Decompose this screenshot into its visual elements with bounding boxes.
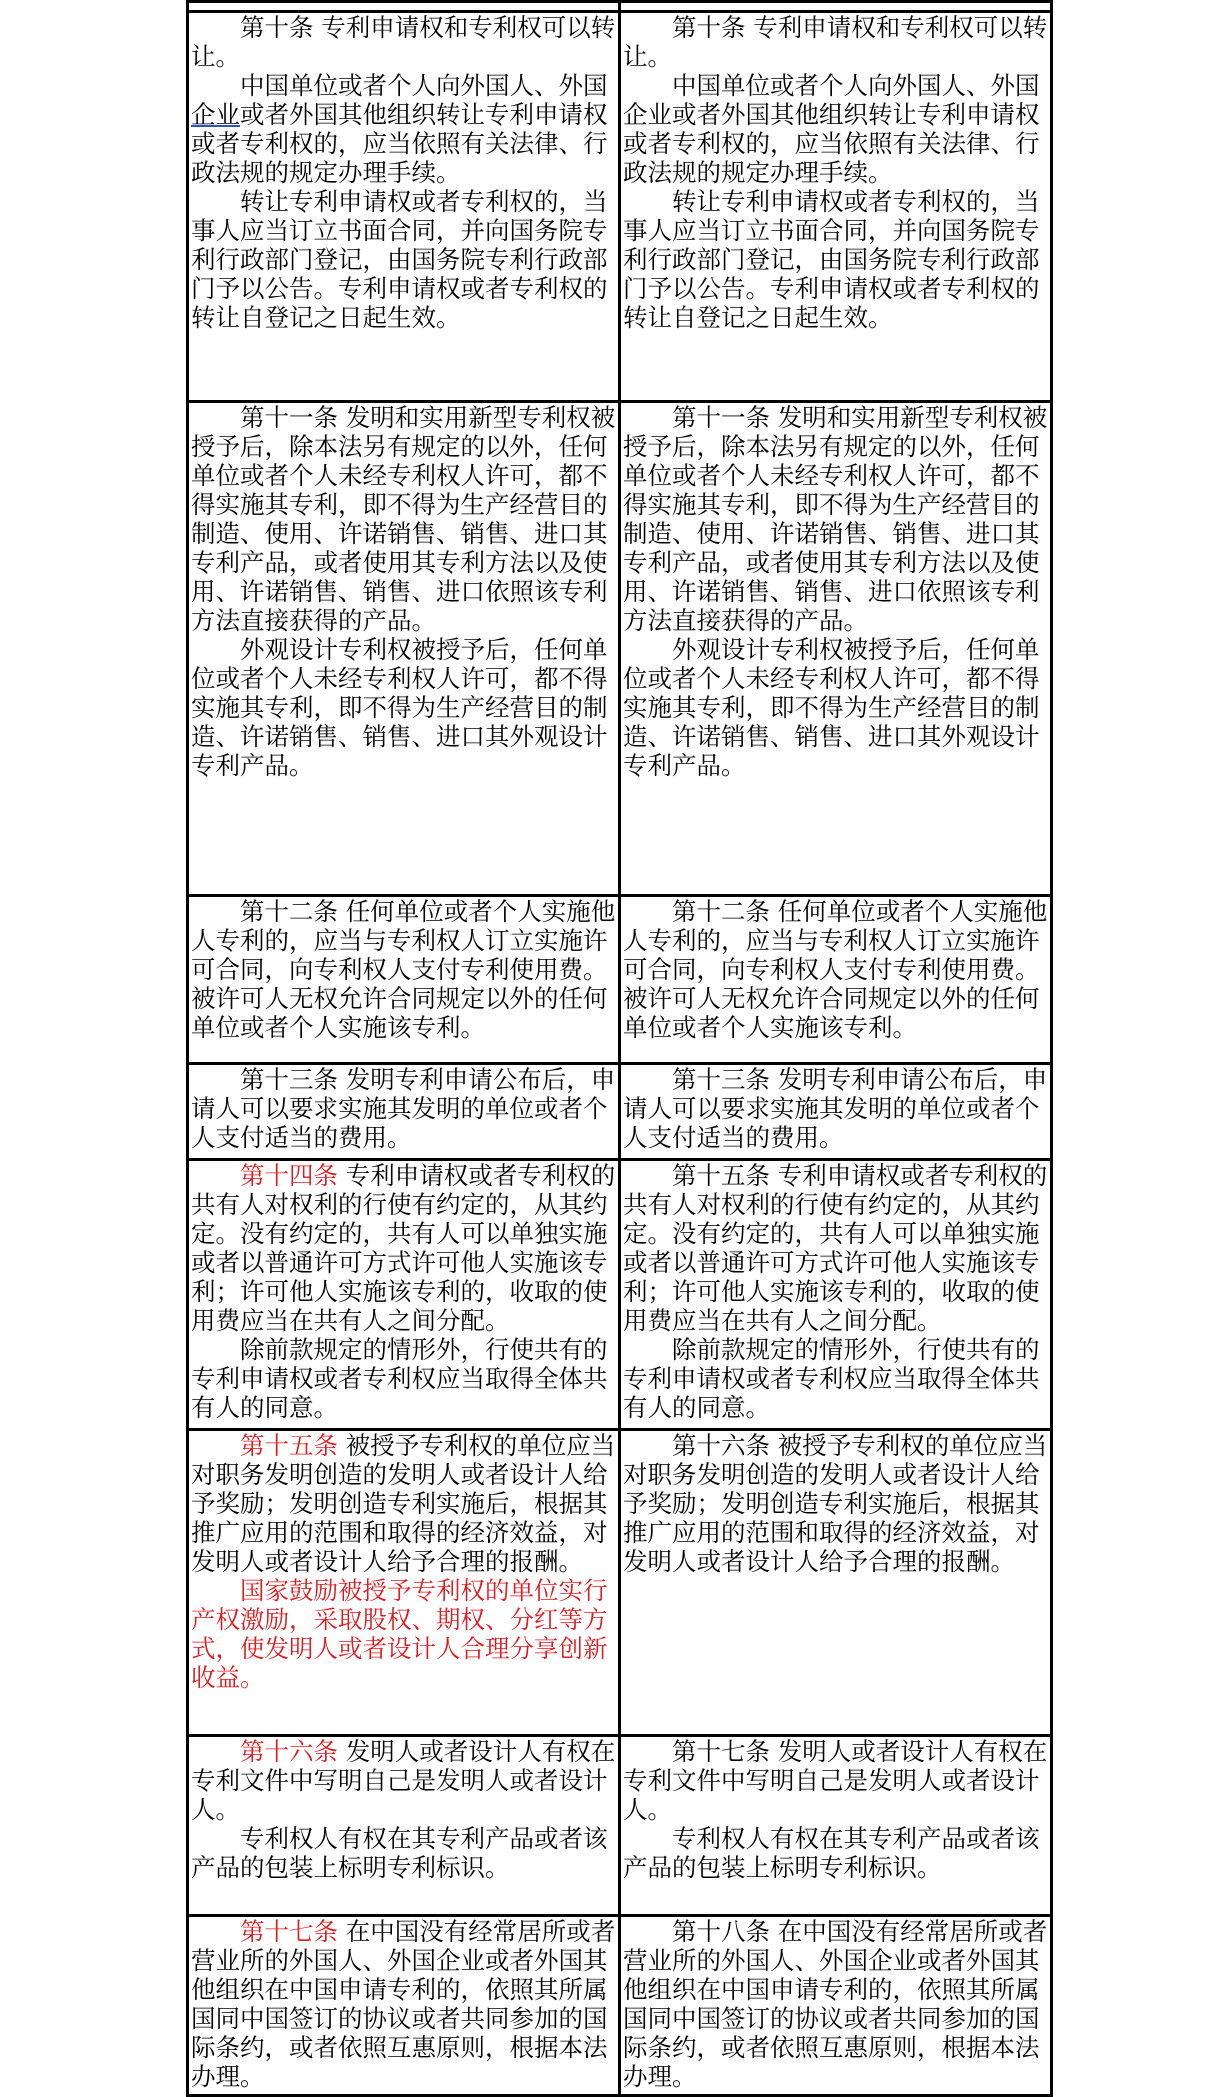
article-paragraph [623,1065,1048,1152]
article-paragraph [623,897,1048,1042]
article-text: 第十三条 发明专利申请公布后，申请人可以要求实施其发明的单位或者个人支付适当的费用。 [623,1065,1048,1152]
article-paragraph [623,187,1048,332]
article-text: 专利申请权或者专利权的共有人对权利的行使有约定的，从其约定。没有约定的，共有人可以单独实施或者以普通许可方式许可他人实施该专利；许可他人实施该专利的，收取的使用费应当在共有人之间分配。 [191,1161,616,1335]
article-paragraph [191,1576,616,1692]
article-paragraph [623,1824,1048,1882]
article-paragraph [191,1737,616,1824]
article-row [188,1736,1052,1916]
comparison-table-body [188,2,1052,2096]
amended-text: 第十六条 [240,1737,338,1766]
amended-text: 第十四条 [240,1161,338,1190]
draft-text-cell [188,1430,620,1736]
article-paragraph [623,1335,1048,1422]
amended-text: 国家鼓励被授予专利权的单位实行产权激励，采取股权、期权、分红等方式，使发明人或者设计人合理分享创新收益。 [191,1576,608,1692]
article-paragraph [623,403,1048,635]
article-text: 专利权人有权在其专利产品或者该产品的包装上标明专利标识。 [191,1824,608,1882]
article-paragraph [191,71,616,187]
article-row [188,12,1052,402]
article-text: 或者外国其他组织转让专利申请权或者专利权的，应当依照有关法律、行政法规的规定办理手续。 [191,100,608,187]
article-paragraph [191,1065,616,1152]
cut-off-cell-left [188,2,620,12]
article-text: 第十条 专利申请权和专利权可以转让。 [191,13,616,71]
article-paragraph [191,1431,616,1576]
article-text: 第十二条 任何单位或者个人实施他人专利的，应当与专利权人订立实施许可合同，向专利权人支付专利使用费。被许可人无权允许合同规定以外的任何单位或者个人实施该专利。 [623,897,1048,1042]
article-text: 第十一条 发明和实用新型专利权被授予后，除本法另有规定的以外，任何单位或者个人未经专利权人许可，都不得实施其专利，即不得为生产经营目的制造、使用、许诺销售、销售、进口其专利产品，或者使用其专利方法以及使用、许诺销售、销售、进口依照该专利方法直接获得的产品。 [623,403,1048,635]
article-paragraph [191,1824,616,1882]
article-text: 第十三条 发明专利申请公布后，申请人可以要求实施其发明的单位或者个人支付适当的费用。 [191,1065,616,1152]
article-text: 第十二条 任何单位或者个人实施他人专利的，应当与专利权人订立实施许可合同，向专利权人支付专利使用费。被许可人无权允许合同规定以外的任何单位或者个人实施该专利。 [191,897,616,1042]
article-text: 外观设计专利权被授予后，任何单位或者个人未经专利权人许可，都不得实施其专利，即不得为生产经营目的制造、许诺销售、销售、进口其外观设计专利产品。 [623,635,1040,780]
article-text: 除前款规定的情形外，行使共有的专利申请权或者专利权应当取得全体共有人的同意。 [623,1335,1040,1422]
article-paragraph [191,897,616,1042]
article-text: 第十一条 发明和实用新型专利权被授予后，除本法另有规定的以外，任何单位或者个人未经专利权人许可，都不得实施其专利，即不得为生产经营目的制造、使用、许诺销售、销售、进口其专利产品，或者使用其专利方法以及使用、许诺销售、销售、进口依照该专利方法直接获得的产品。 [191,403,616,635]
current-text-cell [620,896,1052,1064]
article-text: 第十条 专利申请权和专利权可以转让。 [623,13,1048,71]
article-row [188,896,1052,1064]
article-paragraph [191,403,616,635]
article-text: 第十六条 被授予专利权的单位应当对职务发明创造的发明人或者设计人给予奖励；发明创造专利实施后，根据其推广应用的范围和取得的经济效益，对发明人或者设计人给予合理的报酬。 [623,1431,1048,1576]
article-row [188,1160,1052,1430]
draft-text-cell [188,12,620,402]
current-text-cell [620,1916,1052,2096]
article-text: 除前款规定的情形外，行使共有的专利申请权或者专利权应当取得全体共有人的同意。 [191,1335,608,1422]
amended-text: 第十七条 [240,1917,338,1946]
cut-off-top-row [188,2,1052,12]
draft-text-cell [188,1736,620,1916]
article-paragraph [623,1431,1048,1576]
article-text: 转让专利申请权或者专利权的，当事人应当订立书面合同，并向国务院专利行政部门登记，由国务院专利行政部门予以公告。专利申请权或者专利权的转让自登记之日起生效。 [623,187,1040,332]
article-text: 第十五条 专利申请权或者专利权的共有人对权利的行使有约定的，从其约定。没有约定的，共有人可以单独实施或者以普通许可方式许可他人实施该专利；许可他人实施该专利的，收取的使用费应当在共有人之间分配。 [623,1161,1048,1335]
article-text: 专利权人有权在其专利产品或者该产品的包装上标明专利标识。 [623,1824,1040,1882]
article-text: 企业 [191,100,240,129]
draft-text-cell [188,1160,620,1430]
article-paragraph [623,635,1048,780]
current-text-cell [620,1064,1052,1160]
draft-text-cell [188,1064,620,1160]
article-text: 中国单位或者个人向外国人、外国企业或者外国其他组织转让专利申请权或者专利权的，应当依照有关法律、行政法规的规定办理手续。 [623,71,1040,187]
article-text: 第十七条 发明人或者设计人有权在专利文件中写明自己是发明人或者设计人。 [623,1737,1048,1824]
article-row [188,402,1052,896]
article-paragraph [191,1161,616,1335]
article-paragraph [191,1335,616,1422]
article-paragraph [191,1917,616,2091]
current-text-cell [620,402,1052,896]
article-paragraph [191,187,616,332]
article-text: 发明人或者设计人有权在专利文件中写明自己是发明人或者设计人。 [191,1737,616,1824]
article-text: 转让专利申请权或者专利权的，当事人应当订立书面合同，并向国务院专利行政部门登记，由国务院专利行政部门予以公告。专利申请权或者专利权的转让自登记之日起生效。 [191,187,608,332]
article-paragraph [623,71,1048,187]
article-paragraph [623,1917,1048,2091]
article-paragraph [623,13,1048,71]
article-text: 被授予专利权的单位应当对职务发明创造的发明人或者设计人给予奖励；发明创造专利实施后，根据其推广应用的范围和取得的经济效益，对发明人或者设计人给予合理的报酬。 [191,1431,616,1576]
draft-text-cell [188,402,620,896]
article-paragraph [623,1737,1048,1824]
current-text-cell [620,12,1052,402]
cut-off-cell-right [620,2,1052,12]
article-text: 第十八条 在中国没有经常居所或者营业所的外国人、外国企业或者外国其他组织在中国申请专利的，依照其所属国同中国签订的协议或者共同参加的国际条约，或者依照互惠原则，根据本法办理。 [623,1917,1048,2091]
article-row [188,1916,1052,2096]
article-paragraph [191,635,616,780]
amended-text: 第十五条 [240,1431,338,1460]
draft-text-cell [188,896,620,1064]
article-row [188,1064,1052,1160]
current-text-cell [620,1430,1052,1736]
article-text: 中国单位或者个人向外国人、外国 [240,71,608,100]
article-paragraph [623,1161,1048,1335]
article-text: 在中国没有经常居所或者营业所的外国人、外国企业或者外国其他组织在中国申请专利的，依照其所属国同中国签订的协议或者共同参加的国际条约，或者依照互惠原则，根据本法办理。 [191,1917,616,2091]
comparison-table [186,0,1053,2097]
article-row [188,1430,1052,1736]
current-text-cell [620,1160,1052,1430]
article-paragraph [191,13,616,71]
comparison-sheet [186,0,1050,2097]
current-text-cell [620,1736,1052,1916]
draft-text-cell [188,1916,620,2096]
article-text: 外观设计专利权被授予后，任何单位或者个人未经专利权人许可，都不得实施其专利，即不得为生产经营目的制造、许诺销售、销售、进口其外观设计专利产品。 [191,635,608,780]
